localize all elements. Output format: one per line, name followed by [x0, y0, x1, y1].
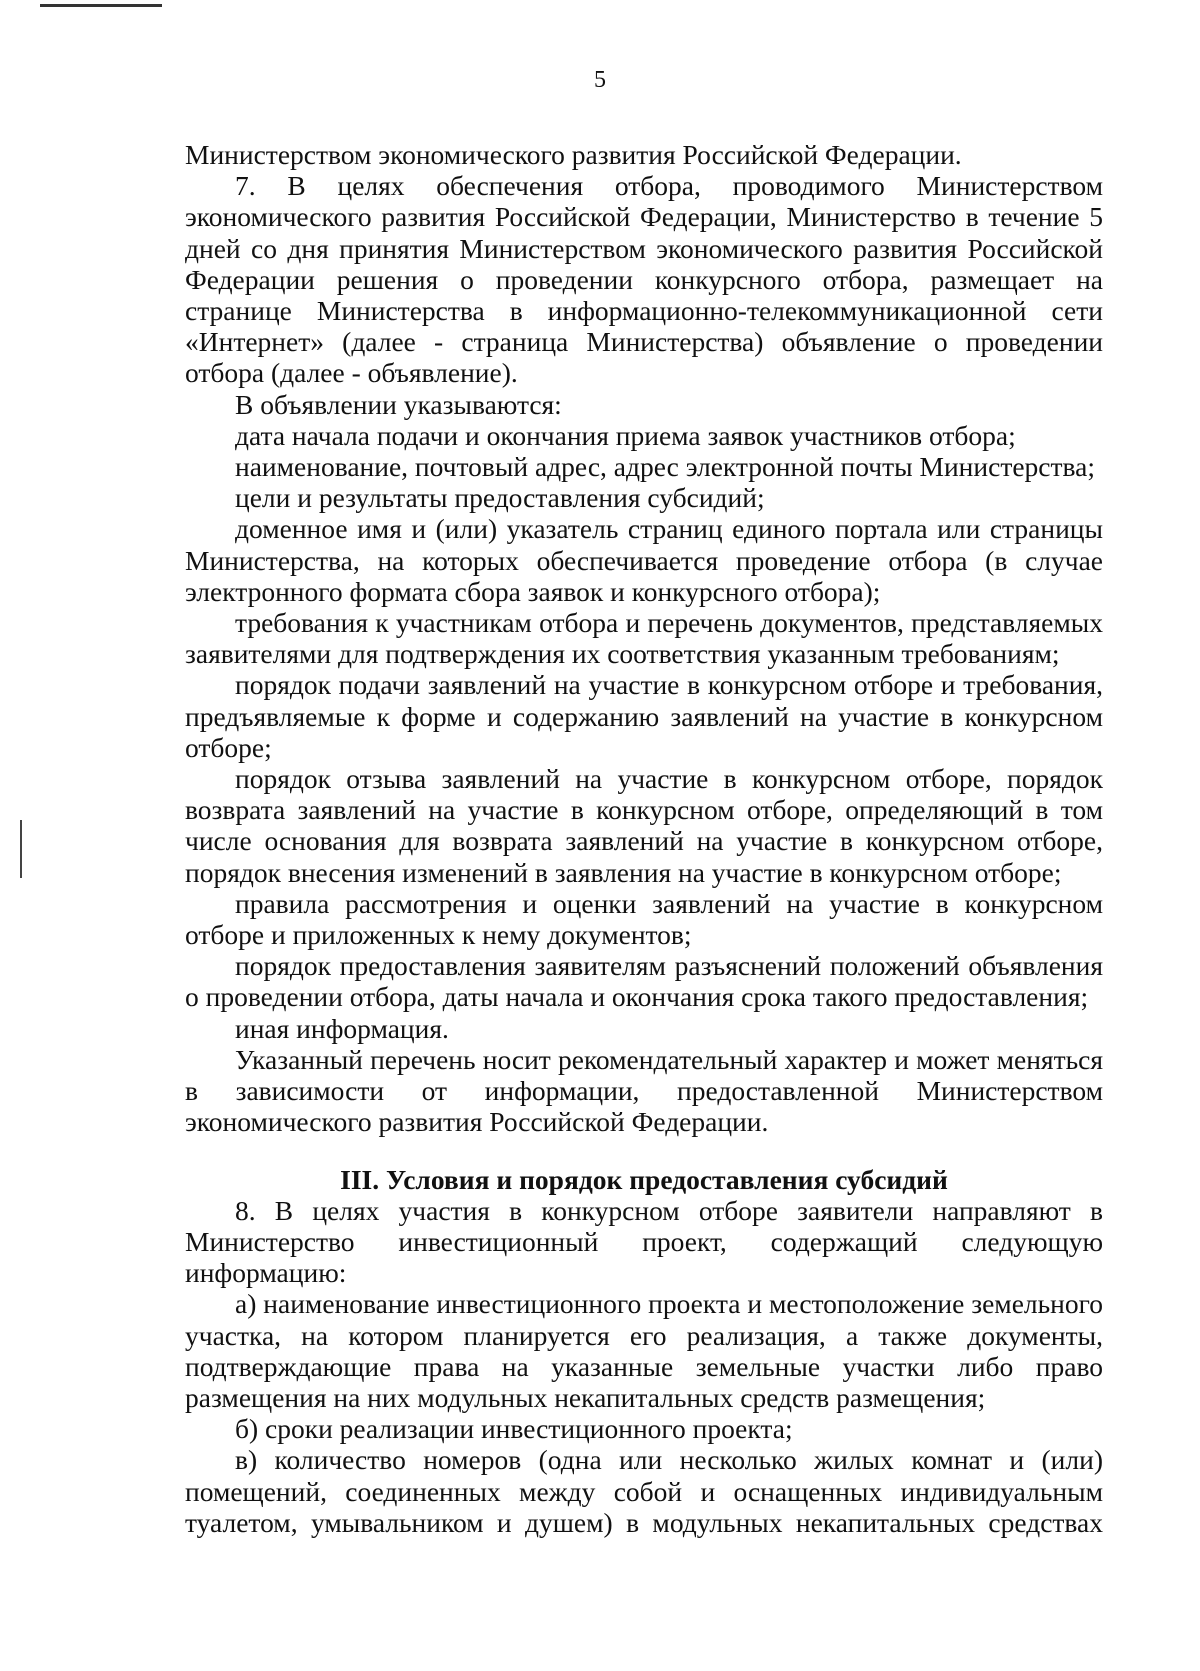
paragraph: дата начала подачи и окончания приема заявок участников отбора;	[235, 419, 1016, 451]
paragraph: а) наименование инвестиционного проекта и местоположение земельного участка, на котором планируется его реализация, а также документы, подтверждающие права на указанные земельные участки либо право размещения на них модульных некапитальных средств размещения;	[185, 1288, 1103, 1413]
paragraph: порядок отзыва заявлений на участие в конкурсном отборе, порядок возврата заявлений на участие в конкурсном отборе, определяющий в том числе основания для возврата заявлений на участие в конкурсном отборе, порядок внесения изменений в заявления на участие в конкурсном отборе;	[185, 763, 1103, 888]
section-after-heading	[185, 1195, 1103, 1538]
paragraph: в) количество номеров (одна или несколько жилых комнат и (или) помещений, соединенных между собой и оснащенных индивидуальным туалетом, умывальником и душем) в модульных некапитальных средствах	[185, 1444, 1103, 1538]
section-before-heading	[185, 139, 1103, 1138]
paragraph: доменное имя и (или) указатель страниц единого портала или страницы Министерства, на которых обеспечивается проведение отбора (в случае электронного формата сбора заявок и конкурсного отбора);	[185, 513, 1103, 607]
page-number: 5	[594, 67, 606, 93]
paragraph: наименование, почтовый адрес, адрес электронной почты Министерства;	[235, 451, 1095, 483]
paragraph: цели и результаты предоставления субсидий;	[235, 482, 765, 514]
section-heading: III. Условия и порядок предоставления субсидий	[340, 1163, 948, 1195]
paragraph: требования к участникам отбора и перечень документов, представляемых заявителями для подтверждения их соответствия указанным требованиям;	[185, 607, 1103, 670]
paragraph: Указанный перечень носит рекомендательный характер и может меняться в зависимости от информации, предоставленной Министерством экономического развития Российской Федерации.	[185, 1043, 1103, 1138]
paragraph: порядок подачи заявлений на участие в конкурсном отборе и требования, предъявляемые к форме и содержанию заявлений на участие в конкурсном отборе;	[185, 669, 1103, 763]
paragraph: иная информация.	[235, 1012, 449, 1044]
paragraph: 7. В целях обеспечения отбора, проводимого Министерством экономического развития Российской Федерации, Министерство в течение 5 дней со дня принятия Министерством экономического развития Российской Федерации решения о проведении конкурсного отбора, размещает на странице Министерства в информационно-телекоммуникационной сети «Интернет» (далее - страница Министерства) объявление о проведении отбора (далее - объявление).	[185, 170, 1103, 389]
paragraph: В объявлении указываются:	[235, 388, 562, 420]
paragraph: Министерством экономического развития Российской Федерации.	[185, 139, 962, 170]
document-body	[185, 139, 1103, 1538]
paragraph: правила рассмотрения и оценки заявлений на участие в конкурсном отборе и приложенных к нему документов;	[185, 887, 1103, 951]
paragraph: порядок предоставления заявителям разъяснений положений объявления о проведении отбора, даты начала и окончания срока такого предоставления;	[185, 950, 1103, 1013]
paragraph: б) сроки реализации инвестиционного проекта;	[235, 1413, 793, 1445]
scan-artifact-left-line	[20, 820, 22, 878]
scan-artifact-top-line	[40, 4, 162, 7]
paragraph: 8. В целях участия в конкурсном отборе заявители направляют в Министерство инвестиционный проект, содержащий следующую информацию:	[185, 1194, 1103, 1289]
